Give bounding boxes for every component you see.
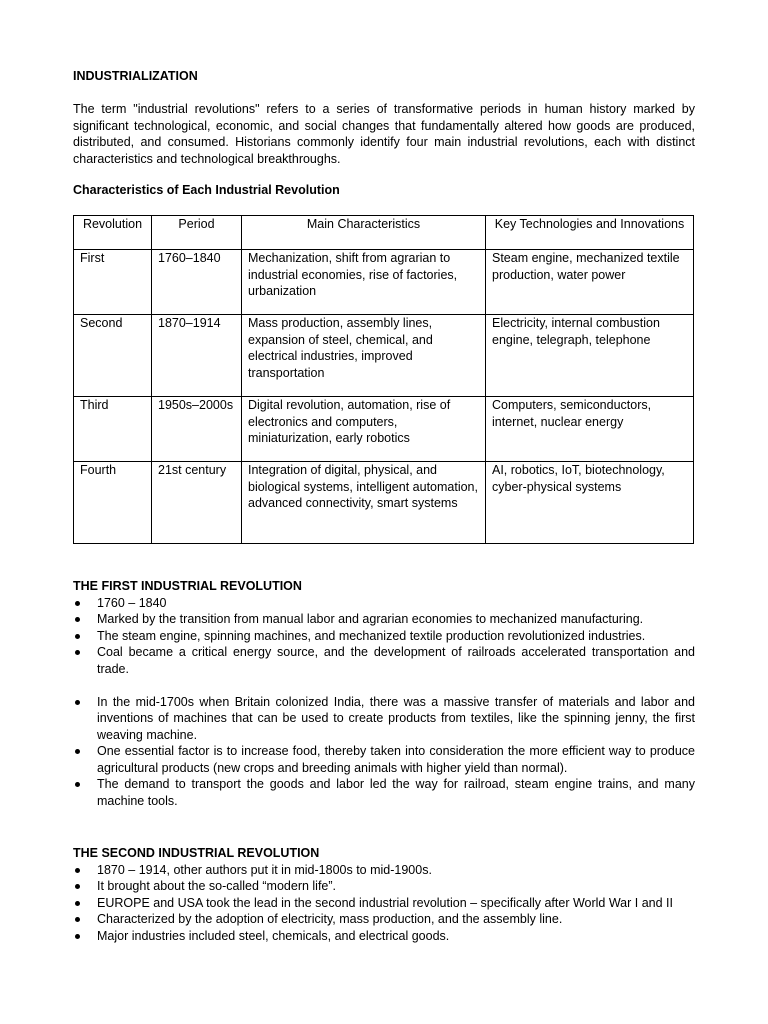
table-row [74, 250, 694, 315]
cell-technologies: Computers, semiconductors, internet, nuclear energy [486, 397, 694, 462]
cell-technologies: Steam engine, mechanized textile production, water power [486, 250, 694, 315]
header-key-technologies: Key Technologies and Innovations [486, 216, 694, 250]
section-title: THE SECOND INDUSTRIAL REVOLUTION [73, 846, 320, 860]
table-row [74, 315, 694, 397]
cell-technologies: AI, robotics, IoT, biotechnology, cyber-physical systems [486, 462, 694, 544]
list-item: The demand to transport the goods and labor led the way for railroad, steam engine trains, and many machine tools. [73, 776, 695, 809]
cell-characteristics: Digital revolution, automation, rise of electronics and computers, miniaturization, early robotics [242, 397, 486, 462]
second-revolution-section [73, 845, 695, 944]
cell-technologies: Electricity, internal combustion engine, telegraph, telephone [486, 315, 694, 397]
list-item: EUROPE and USA took the lead in the second industrial revolution – specifically after World War I and II [73, 895, 695, 912]
table-row [74, 397, 694, 462]
cell-revolution: Fourth [74, 462, 152, 544]
list-item: The steam engine, spinning machines, and mechanized textile production revolutionized industries. [73, 628, 695, 645]
intro-paragraph: The term "industrial revolutions" refers to a series of transformative periods in human history marked by significant technological, economic, and social changes that fundamentally altered how goods are produced, distributed, and consumed. Historians commonly identify four main industrial revolutions, each with distinct characteristics and technological breakthroughs. [73, 102, 695, 166]
cell-period: 1950s–2000s [152, 397, 242, 462]
spacer [73, 677, 695, 694]
header-main-characteristics: Main Characteristics [242, 216, 486, 250]
bullet-list [73, 694, 695, 810]
cell-characteristics: Mechanization, shift from agrarian to industrial economies, rise of factories, urbanization [242, 250, 486, 315]
header-period: Period [152, 216, 242, 250]
bullet-list [73, 862, 695, 945]
cell-characteristics: Integration of digital, physical, and biological systems, intelligent automation, advanced connectivity, smart systems [242, 462, 486, 544]
section-title: THE FIRST INDUSTRIAL REVOLUTION [73, 579, 302, 593]
cell-characteristics: Mass production, assembly lines, expansion of steel, chemical, and electrical industries, improved transportation [242, 315, 486, 397]
table-header-row [74, 216, 694, 250]
cell-revolution: Third [74, 397, 152, 462]
list-item: Marked by the transition from manual labor and agrarian economies to mechanized manufacturing. [73, 611, 695, 628]
page-title: INDUSTRIALIZATION [73, 69, 198, 83]
list-item: 1760 – 1840 [73, 595, 695, 612]
cell-period: 1760–1840 [152, 250, 242, 315]
list-item: Characterized by the adoption of electricity, mass production, and the assembly line. [73, 911, 695, 928]
list-item: 1870 – 1914, other authors put it in mid-1800s to mid-1900s. [73, 862, 695, 879]
first-revolution-section [73, 578, 695, 809]
list-item: Major industries included steel, chemicals, and electrical goods. [73, 928, 695, 945]
header-revolution: Revolution [74, 216, 152, 250]
list-item: Coal became a critical energy source, and the development of railroads accelerated transportation and trade. [73, 644, 695, 677]
cell-revolution: First [74, 250, 152, 315]
cell-period: 21st century [152, 462, 242, 544]
list-item: It brought about the so-called “modern life”. [73, 878, 695, 895]
table-row [74, 462, 694, 544]
cell-revolution: Second [74, 315, 152, 397]
cell-period: 1870–1914 [152, 315, 242, 397]
revolutions-table [73, 215, 694, 544]
bullet-list [73, 595, 695, 678]
table-heading: Characteristics of Each Industrial Revolution [73, 183, 340, 197]
list-item: One essential factor is to increase food, thereby taken into consideration the more efficient way to produce agricultural products (new crops and breeding animals with higher yield than normal). [73, 743, 695, 776]
list-item: In the mid-1700s when Britain colonized India, there was a massive transfer of materials and labor and inventions of machines that can be used to create products from textiles, like the spinning jenny, the first weaving machine. [73, 694, 695, 744]
